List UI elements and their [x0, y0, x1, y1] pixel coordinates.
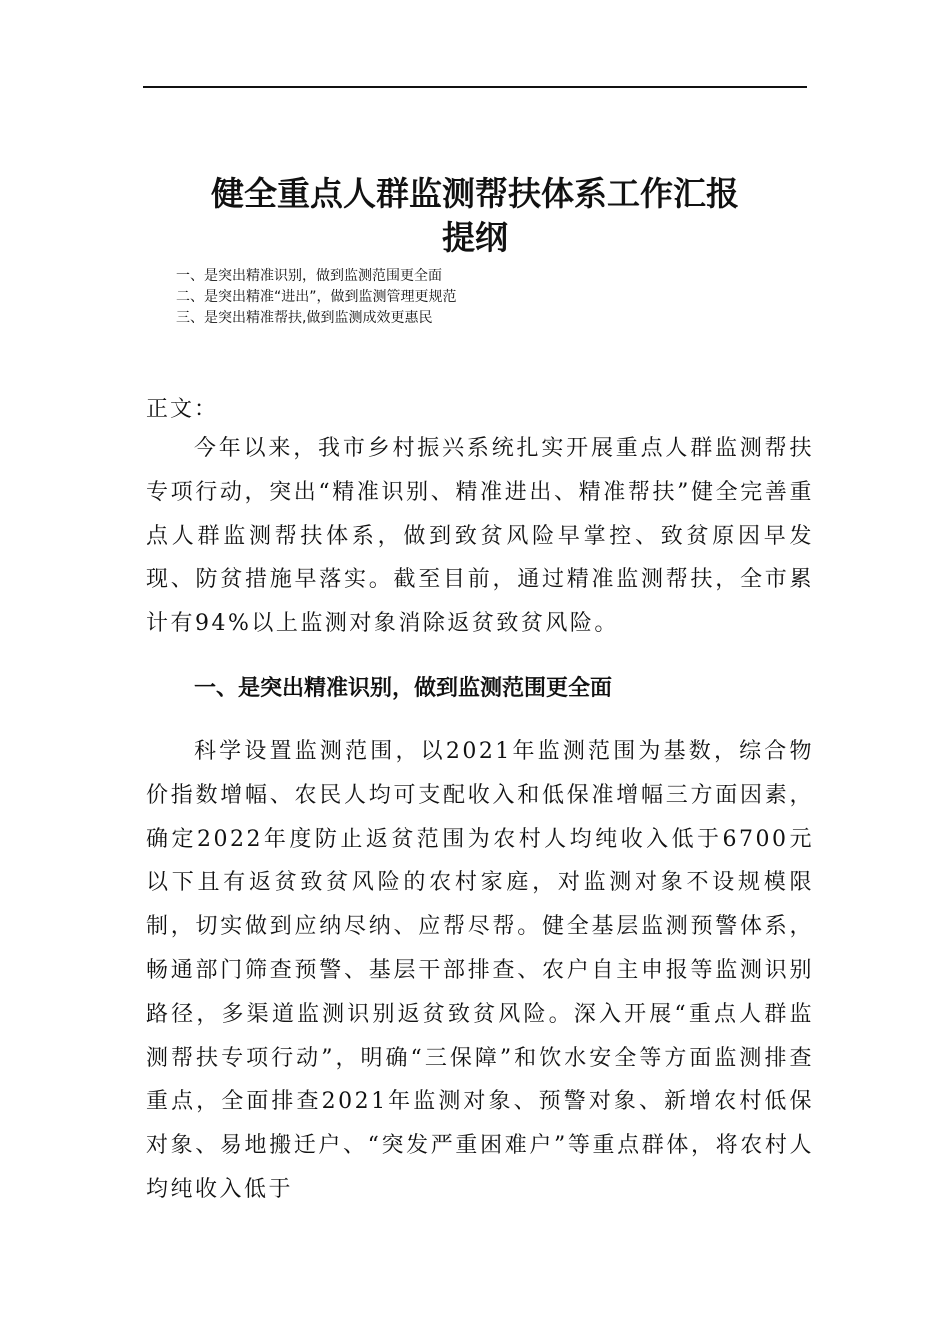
outline-item: 三、是突出精准帮扶,做到监测成效更惠民 [176, 310, 433, 326]
body-label: 正文： [146, 397, 219, 422]
intro-paragraph: 今年以来，我市乡村振兴系统扎实开展重点人群监测帮扶专项行动，突出“精准识别、精准进出、精准帮扶”健全完善重点人群监测帮扶体系，做到致贫风险早掌控、致贫原因早发现、防贫措施早落实。截至目前，通过精准监测帮扶，全市累计有94%以上监测对象消除返贫致贫风险。 [146, 436, 814, 637]
document-title-continued: 提纲 [442, 218, 508, 257]
outline-list [176, 266, 457, 329]
document-title: 健全重点人群监测帮扶体系工作汇报 [211, 174, 739, 213]
outline-item: 一、是突出精准识别，做到监测范围更全面 [176, 268, 442, 284]
section-heading: 一、是突出精准识别，做到监测范围更全面 [194, 676, 613, 701]
outline-item: 二、是突出精准“进出”，做到监测管理更规范 [176, 289, 457, 305]
section-paragraph: 科学设置监测范围，以2021年监测范围为基数，综合物价指数增幅、农民人均可支配收入和低保准增幅三方面因素，确定2022年度防止返贫范围为农村人均纯收入低于6700元以下且有返贫致贫风险的农村家庭，对监测对象不设规模限制，切实做到应纳尽纳、应帮尽帮。健全基层监测预警体系，畅通部门筛查预警、基层干部排查、农户自主申报等监测识别路径，多渠道监测识别返贫致贫风险。深入开展“重点人群监测帮扶专项行动”，明确“三保障”和饮水安全等方面监测排查重点，全面排查2021年监测对象、预警对象、新增农村低保对象、易地搬迁户、“突发严重困难户”等重点群体，将农村人均纯收入低于 [146, 739, 814, 1202]
header-rule [143, 86, 807, 88]
